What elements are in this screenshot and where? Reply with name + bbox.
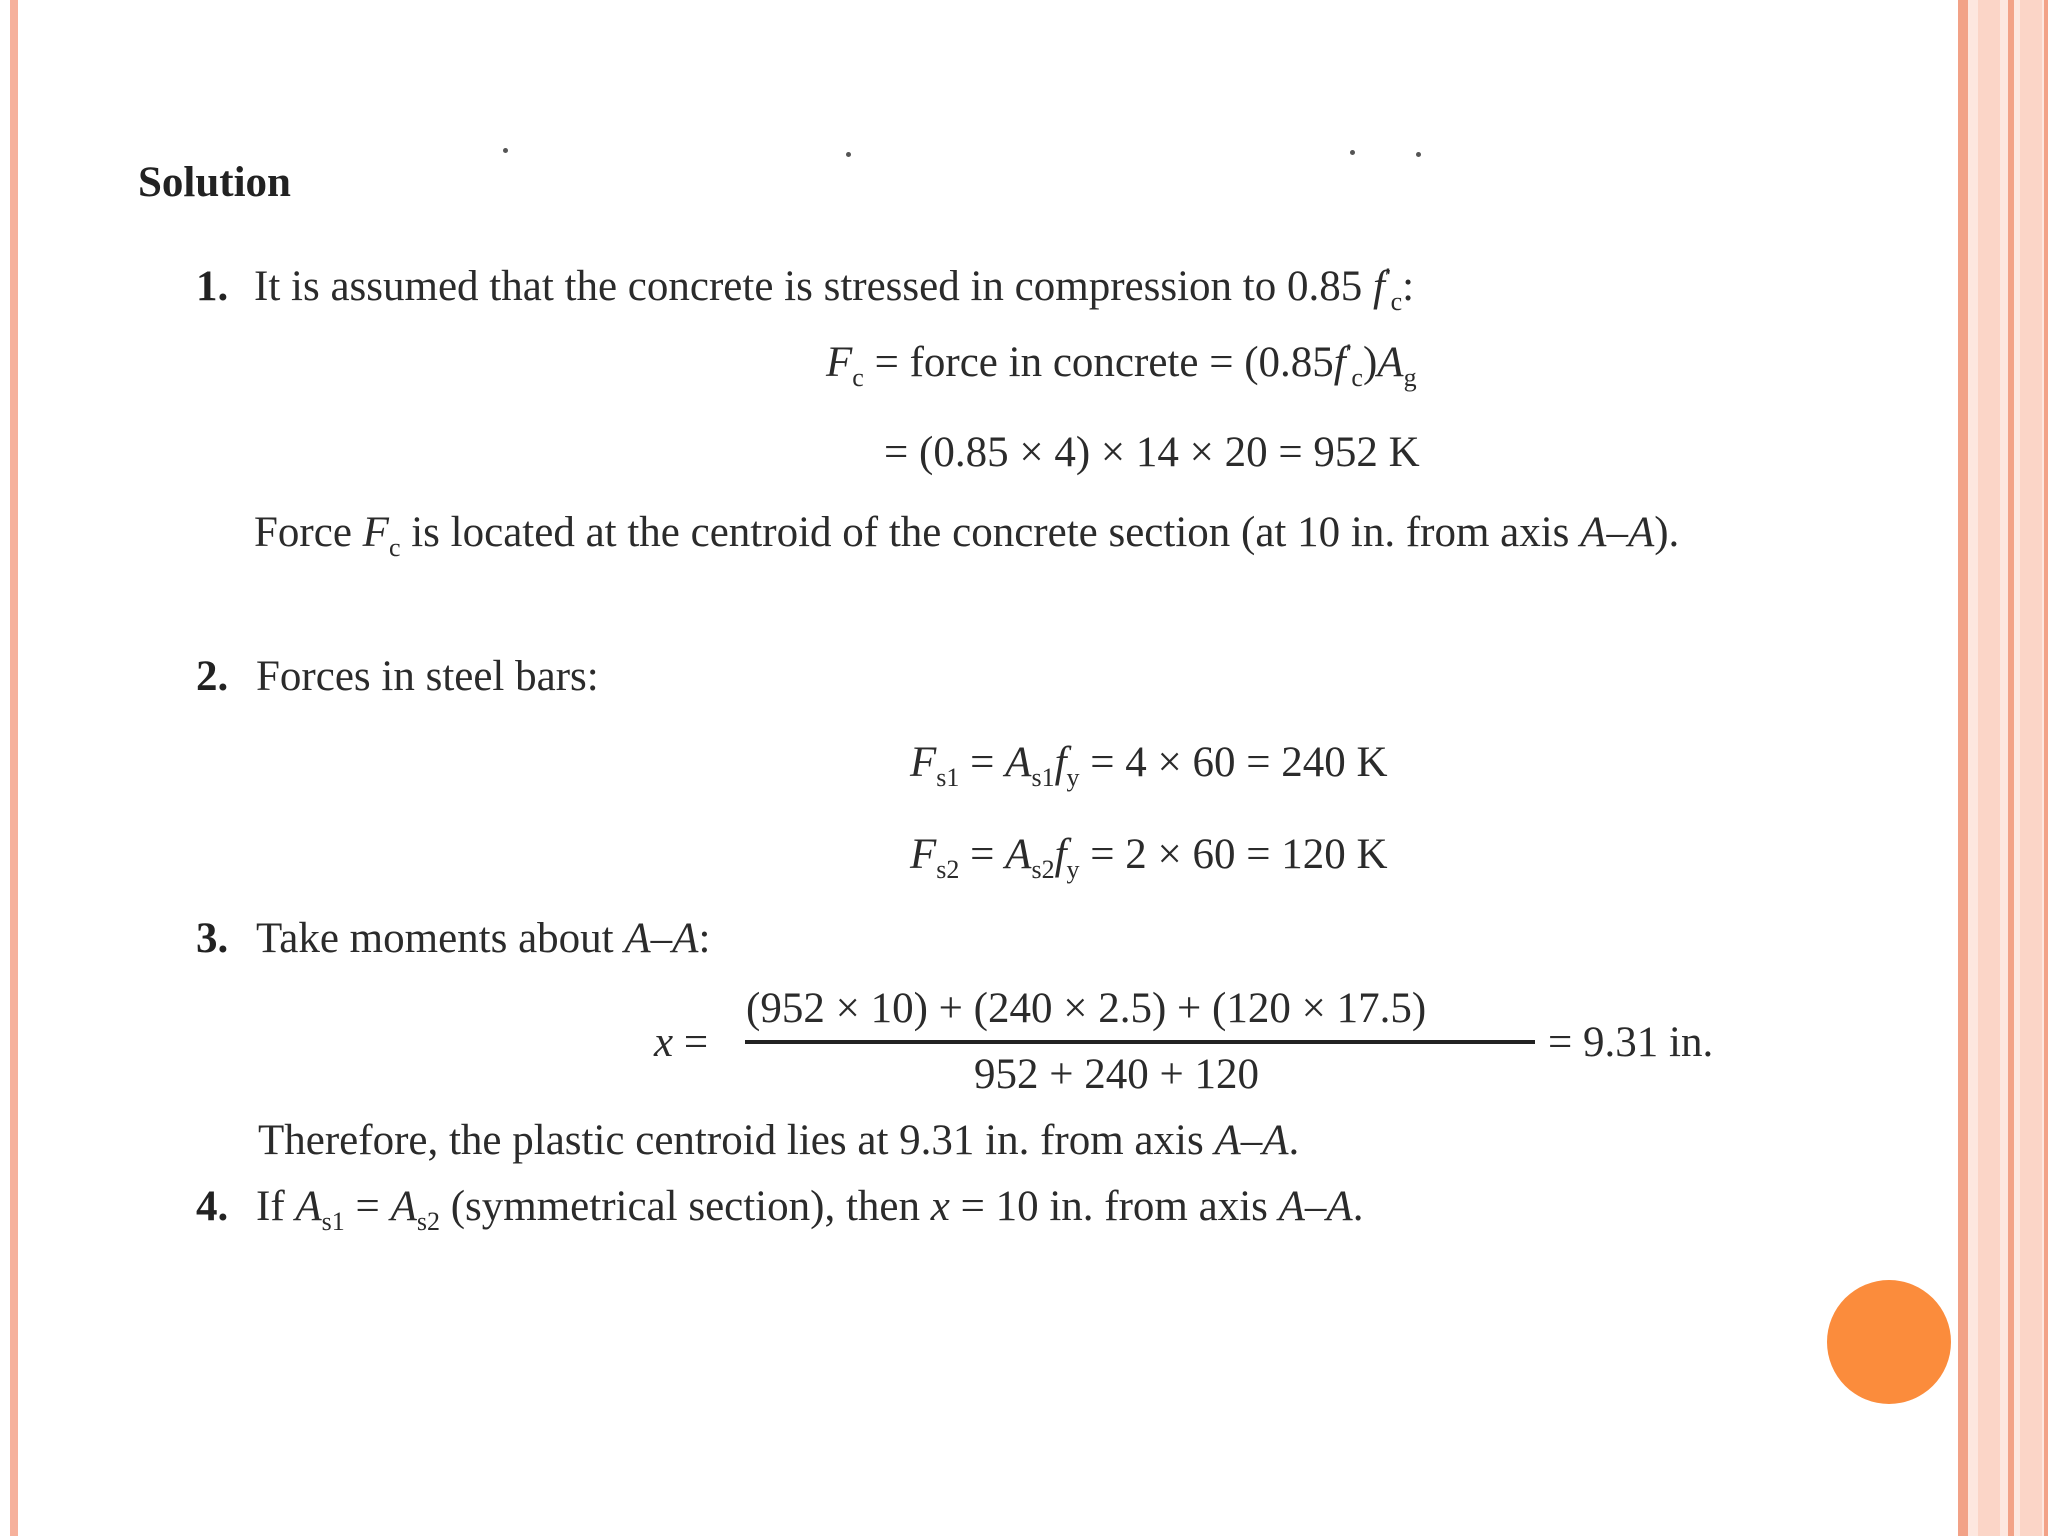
eq-text: = force in concrete = (0.85 [874,339,1334,386]
subscript: s2 [936,855,960,884]
step4-text: (symmetrical section), then [450,1183,920,1230]
x-lhs [654,1018,708,1067]
paren: ) [1362,339,1378,386]
equals: = [683,1019,709,1066]
step3-conclusion [258,1116,1299,1165]
step2-equation-2 [910,830,1388,884]
fs-var: F [910,739,937,786]
axis-label: A–A [1214,1117,1289,1164]
conclusion-text: Therefore, the plastic centroid lies at 9.31 in. from axis [258,1117,1204,1164]
step1-statement [254,262,1415,316]
prime: ′ [1384,263,1391,292]
left-border [0,0,22,1536]
subscript: s1 [1031,763,1055,792]
right-border-stripe [2020,0,2042,1536]
ag-var: A [1377,339,1404,386]
orange-circle-decoration [1827,1280,1951,1404]
note-text: Force [254,509,352,556]
subscript: s2 [416,1207,440,1236]
fc-lhs: F [826,339,853,386]
as-var: A [1005,831,1032,878]
subscript: c [1351,363,1363,392]
step-number: 1. [196,263,229,310]
fs-var: F [910,831,937,878]
subscript: s1 [321,1207,345,1236]
period: . [1352,1183,1364,1230]
equals: = [970,739,995,786]
scan-artifact [503,148,508,153]
step1-equation-2: = (0.85 × 4) × 14 × 20 = 952 K [884,429,1420,476]
right-border-stripe [1958,0,1968,1536]
subscript: c [852,363,864,392]
fraction-result: = 9.31 in. [1548,1019,1714,1066]
as-var: A [295,1183,322,1230]
scan-artifact [846,152,851,157]
step-number: 4. [196,1183,229,1230]
step-number: 2. [196,653,229,700]
colon: : [698,915,711,962]
equals: = [970,831,995,878]
step4-statement [256,1182,1364,1236]
step1-note [254,508,1680,562]
right-border-stripe [2008,0,2014,1536]
subscript: g [1403,363,1417,392]
subscript: c [388,533,401,562]
step2-statement: Forces in steel bars: [256,653,599,700]
subscript: s2 [1031,855,1055,884]
colon: : [1402,263,1415,310]
step-number: 3. [196,915,229,962]
step3-statement [256,914,710,963]
equals: = [355,1183,380,1230]
right-border [1958,0,2048,1536]
axis-label: A–A [1278,1183,1353,1230]
eq-rest: = 4 × 60 = 240 K [1090,739,1388,786]
x-var: x [654,1019,674,1066]
right-border-stripe [1978,0,2000,1536]
scan-artifact [1350,150,1355,155]
fc-var: f [1333,339,1346,386]
note-end: ). [1654,509,1680,556]
if-word: If [256,1183,285,1230]
fraction-denominator: 952 + 240 + 120 [974,1051,1260,1098]
fraction-bar [745,1040,1535,1044]
fc-var: f [1372,263,1385,310]
subscript: s1 [936,763,960,792]
step1-text: It is assumed that the concrete is stressed in compression to 0.85 [254,263,1363,310]
subscript: y [1066,763,1080,792]
period: . [1288,1117,1300,1164]
axis-label: A–A [1580,509,1655,556]
as-var: A [1005,739,1032,786]
scan-artifact [1416,152,1421,157]
as-var: A [390,1183,417,1230]
left-border-band [10,0,18,1536]
fraction-numerator: (952 × 10) + (240 × 2.5) + (120 × 17.5) [746,985,1427,1032]
prime: ′ [1345,339,1352,368]
step2-equation-1 [910,738,1388,792]
fc-var: F [362,509,389,556]
solution-heading: Solution [138,159,291,206]
note-text: is located at the centroid of the concrete section (at 10 in. from axis [411,509,1570,556]
x-var: x [930,1183,950,1230]
subscript: y [1066,855,1080,884]
fy-var: f [1054,739,1067,786]
step3-text: Take moments about [256,915,614,962]
fy-var: f [1054,831,1067,878]
subscript: c [1390,287,1403,316]
axis-label: A–A [624,915,699,962]
right-border-stripe [2044,0,2048,1536]
eq-rest: = 2 × 60 = 120 K [1090,831,1388,878]
step4-text: = 10 in. from axis [960,1183,1268,1230]
step1-equation-1 [826,338,1417,392]
